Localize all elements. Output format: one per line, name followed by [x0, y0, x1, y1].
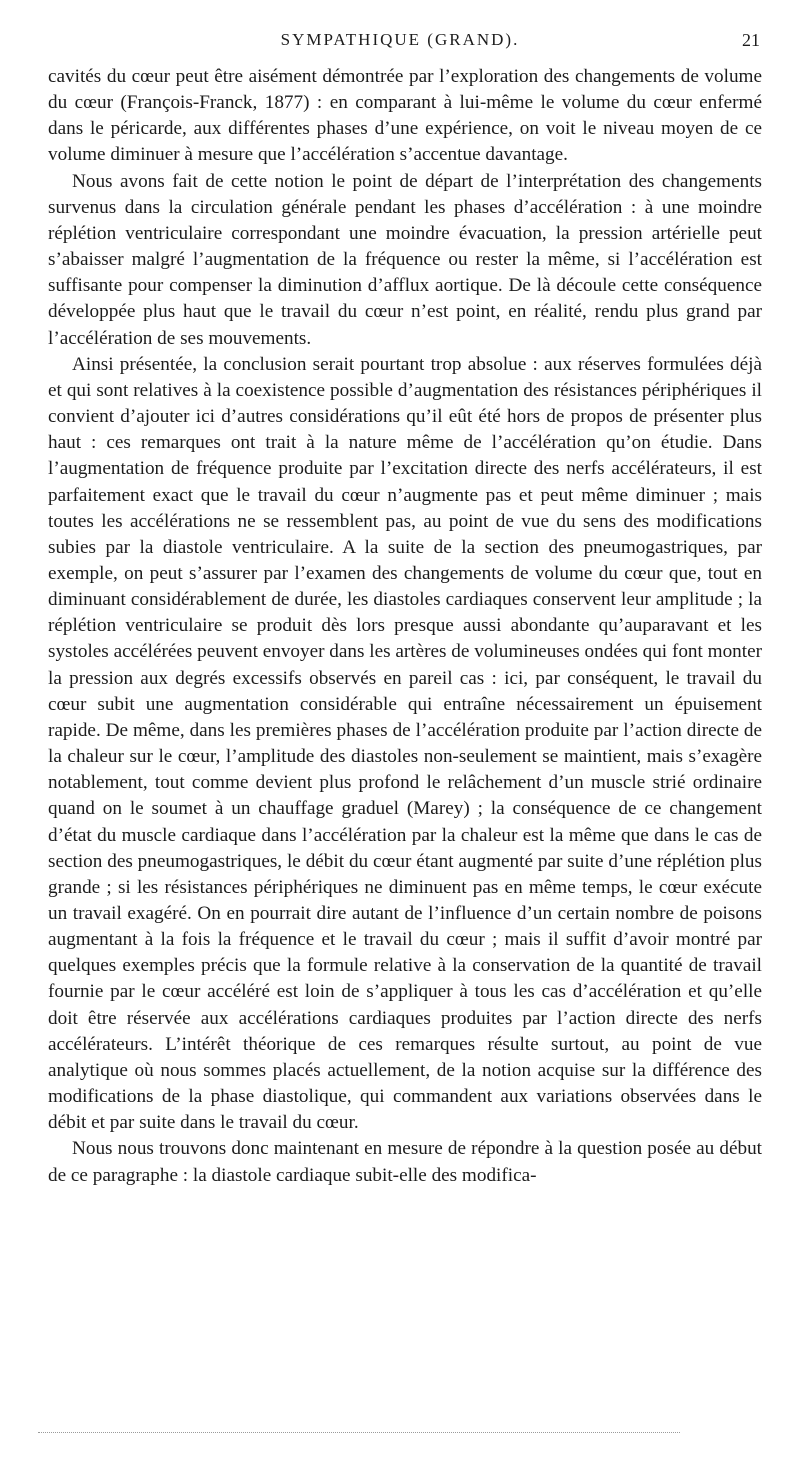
body-text — [48, 64, 762, 1421]
page-number: 21 — [742, 30, 760, 50]
page-header — [0, 30, 800, 56]
paragraph: Ainsi présentée, la conclusion serait pourtant trop absolue : aux réserves formulées déjà et qui sont relatives à la coexistence possible d’augmentation des résistances périphériques il convient d’ajouter ici d’autres considérations qu’il eût été hors de propos de présenter plus haut : ces remarques ont trait à la nature même de l’accélération qu’on étudie. Dans l’augmentation de fréquence produite par l’excitation directe des nerfs accélérateurs, il est parfaitement exact que le travail du cœur n’augmente pas et peut même diminuer ; mais toutes les accélérations ne se ressemblent pas, au point de vue du sens des modifications subies par la diastole ventriculaire. A la suite de la section des pneumogastriques, par exemple, on peut s’assurer par l’examen des changements de volume du cœur que, tout en diminuant considérablement de durée, les diastoles cardiaques conservent leur amplitude ; la réplétion ventriculaire se produit dès lors presque aussi abondante qu’auparavant et les systoles accélérées peuvent envoyer dans les artères de volumineuses ondées qui font monter la pression aux degrés excessifs observés en pareil cas : ici, par conséquent, le travail du cœur subit une augmentation considérable qui entraîne nécessairement un épuisement rapide. De même, dans les premières phases de l’accélération produite par l’action directe de la chaleur sur le cœur, l’amplitude des diastoles non-seulement se maintient, mais s’exagère notablement, tout comme devient plus profond le relâchement d’un muscle strié ordinaire quand on le soumet à un chauffage graduel (Marey) ; la conséquence de ce changement d’état du muscle cardiaque dans l’accélération par la chaleur est la même que dans le cas de section des pneumogastriques, le débit du cœur étant augmenté par suite d’une réplétion plus grande ; si les résistances périphériques ne diminuent pas en même temps, le cœur exécute un travail exagéré. On en pourrait dire autant de l’influence d’un certain nombre de poisons augmentant à la fois la fréquence et le travail du cœur ; mais il suffit d’avoir montré par quelques exemples précis que la formule relative à la conservation de la quantité de travail fournie par le cœur accéléré est loin de s’appliquer à tous les cas d’accélération et qu’elle doit être réservée aux accélérations cardiaques produites par l’action directe des nerfs accélérateurs. L’intérêt théorique de ces remarques résulte surtout, au point de vue analytique où nous sommes placés actuellement, de la notion acquise sur la différence des modifications de la phase diastolique, qui commandent aux variations observées dans le débit et par suite dans le travail du cœur. — [48, 353, 762, 1134]
running-head: SYMPATHIQUE (GRAND). — [280, 30, 520, 49]
paragraph-continuation: cavités du cœur peut être aisément démontrée par l’exploration des changements de volume du cœur (François-Franck, 1877) : en comparant à lui-même le volume du cœur enfermé dans le péricarde, aux différentes phases d’une expérience, on voit le niveau moyen de ce volume diminuer à mesure que l’accélération s’accentue davantage. — [48, 66, 762, 166]
footer-rule — [38, 1432, 680, 1433]
paragraph: Nous avons fait de cette notion le point de départ de l’interprétation des changements survenus dans la circulation générale pendant les phases d’accélération : à une moindre réplétion ventriculaire correspondant une moindre évacuation, la pression artérielle peut s’abaisser malgré l’augmentation de la fréquence ou rester la même, si l’accélération est suffisante pour compenser la diminution d’afflux aortique. De là découle cette conséquence développée plus haut que le travail du cœur n’est point, en réalité, rendu plus grand par l’accélération de ses mouvements. — [48, 170, 762, 349]
paragraph: Nous nous trouvons donc maintenant en mesure de répondre à la question posée au début de ce paragraphe : la diastole cardiaque subit-elle des modifica- — [48, 1138, 762, 1186]
